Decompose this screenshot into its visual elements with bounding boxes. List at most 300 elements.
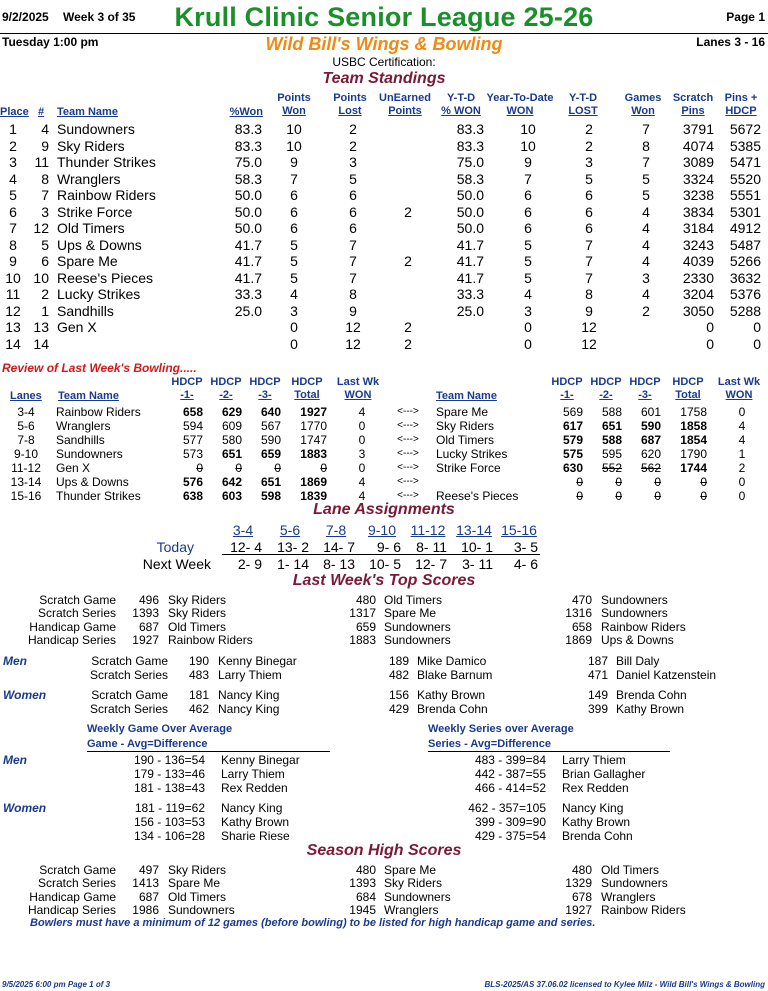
- right-game-2: 552: [601, 461, 622, 475]
- team-name: Spare Me: [57, 253, 118, 269]
- team-name: Sundowners: [57, 121, 135, 137]
- right-team: Reese's Pieces: [436, 489, 519, 503]
- left-won: 4: [358, 475, 366, 489]
- points-lost: 7: [349, 269, 357, 286]
- right-game-3: 0: [654, 475, 661, 489]
- place: 1: [9, 121, 17, 137]
- third-name: Sundowners: [601, 606, 668, 621]
- first-value: 181: [188, 688, 209, 702]
- place: 8: [9, 236, 17, 253]
- right-team: Sky Riders: [436, 419, 495, 433]
- hdr-pins-hdcp: [701, 92, 768, 118]
- today-matchup: 3- 5: [513, 539, 538, 555]
- pct-won: 75.0: [234, 154, 262, 170]
- second-name: Spare Me: [384, 606, 437, 621]
- series-over-avg-rule: [428, 751, 670, 752]
- third-value: 1869: [565, 632, 592, 647]
- left-team: Ups & Downs: [56, 475, 129, 489]
- right-won: 1: [738, 447, 746, 461]
- games-won: 5: [642, 187, 650, 203]
- today-matchup: 10- 1: [461, 539, 493, 555]
- hdr-place: Place: [0, 106, 29, 118]
- ytd-won: 3: [524, 302, 532, 319]
- left-game-2: 651: [221, 447, 242, 461]
- left-game-1: 638: [182, 489, 203, 503]
- left-game-2: 609: [221, 419, 242, 433]
- right-game-2: 0: [615, 475, 622, 489]
- first-name: Kenny Binegar: [218, 654, 297, 668]
- series-bowler: Brenda Cohn: [562, 829, 633, 843]
- next-week-matchup: 10- 5: [369, 556, 401, 572]
- third-value: 149: [587, 688, 608, 702]
- second-name: Mike Damico: [417, 654, 487, 668]
- standings-title: Team Standings: [322, 70, 446, 87]
- today-matchup: 14- 7: [323, 539, 355, 555]
- hdr-right-g1-line2: -1-: [560, 389, 574, 401]
- hdr-num: #: [38, 106, 45, 118]
- unearned-points: 2: [404, 203, 412, 220]
- left-won: 3: [358, 447, 366, 461]
- points-lost: 3: [349, 154, 357, 170]
- lanes: 15-16: [10, 489, 42, 503]
- points-won: 9: [290, 154, 298, 170]
- right-total: 1758: [680, 405, 707, 419]
- vs-arrow: <--->: [397, 490, 419, 501]
- left-total: 0: [320, 461, 327, 475]
- points-won: 0: [290, 319, 298, 335]
- today-matchup: 8- 11: [416, 539, 447, 555]
- place: 2: [9, 137, 17, 154]
- place: 3: [9, 154, 17, 170]
- games-won: 8: [642, 137, 650, 154]
- score-category: Handicap Series: [27, 902, 116, 917]
- second-value: 1317: [349, 606, 376, 621]
- score-category: Scratch Game: [39, 593, 116, 607]
- points-won: 6: [290, 187, 298, 203]
- second-value: 684: [355, 889, 376, 904]
- hdr-left-won: [328, 376, 388, 402]
- hdr-pins-hdcp-line1: Pins +: [724, 92, 758, 104]
- second-name: Brenda Cohn: [417, 702, 488, 716]
- second-value: 480: [355, 593, 376, 607]
- scratch-pins: 3184: [682, 220, 714, 236]
- team-name: Wranglers: [57, 170, 121, 187]
- game-bowler: Larry Thiem: [221, 767, 285, 781]
- scratch-pins: 3834: [682, 203, 714, 220]
- right-won: 2: [738, 461, 746, 475]
- game-bowler: Kathy Brown: [221, 815, 290, 829]
- pins-hdcp: 5376: [729, 286, 761, 302]
- score-category: Handicap Game: [29, 619, 116, 634]
- game-bowler: Nancy King: [221, 801, 283, 815]
- games-won: 5: [642, 170, 650, 187]
- left-game-2: 642: [221, 475, 242, 489]
- right-game-1: 579: [562, 433, 583, 447]
- lane-pair-3-4: 3-4: [232, 522, 254, 538]
- second-name: Blake Barnum: [417, 668, 493, 682]
- points-lost: 7: [349, 236, 357, 253]
- today-label: Today: [156, 539, 194, 555]
- second-value: 1945: [349, 902, 376, 917]
- first-value: 687: [138, 889, 159, 904]
- pct-won: 58.3: [234, 170, 262, 187]
- second-value: 659: [355, 619, 376, 634]
- points-lost: 12: [345, 319, 361, 335]
- series-difference: 442 - 387=55: [474, 767, 546, 781]
- next-week-matchup: 12- 7: [415, 556, 447, 572]
- hdr-ytd-pct-line1: Y-T-D: [446, 92, 476, 104]
- page-number: Page 1: [726, 10, 765, 24]
- next-week-label: Next Week: [142, 556, 211, 572]
- lane-pair-5-6: 5-6: [279, 522, 301, 538]
- right-won: 0: [738, 475, 746, 489]
- top-scores-title: Last Week's Top Scores: [292, 572, 476, 589]
- series-bowler: Kathy Brown: [562, 815, 631, 829]
- right-total: 1854: [680, 433, 707, 447]
- pins-hdcp: 5288: [729, 302, 761, 319]
- first-value: 1413: [132, 876, 159, 891]
- score-category: Handicap Game: [29, 889, 116, 904]
- ytd-won: 6: [524, 203, 532, 220]
- right-game-1: 617: [562, 419, 583, 433]
- next-week-matchup: 8- 13: [323, 556, 355, 572]
- ytd-lost: 2: [585, 121, 593, 137]
- first-value: 1927: [132, 632, 159, 647]
- ytd-lost: 9: [585, 302, 593, 319]
- third-value: 1329: [565, 876, 592, 891]
- lane-assignments-title: Lane Assignments: [313, 501, 455, 518]
- first-name: Sky Riders: [168, 606, 227, 621]
- first-value: 1986: [132, 902, 159, 917]
- third-name: Sundowners: [601, 593, 668, 607]
- season-note: Bowlers must have a minimum of 12 games (before bowling) to be listed for high handicap game and series.: [30, 917, 596, 929]
- ytd-won: 10: [520, 121, 536, 137]
- third-name: Rainbow Riders: [601, 902, 686, 917]
- place: 5: [9, 187, 17, 203]
- hdr-left-total-line1: HDCP: [291, 376, 323, 388]
- left-game-3: 651: [260, 475, 281, 489]
- hdr-lanes: Lanes: [10, 390, 42, 402]
- lanes-range: Lanes 3 - 16: [696, 35, 765, 49]
- hdr-left-g1-line1: HDCP: [171, 376, 203, 388]
- points-won: 10: [286, 121, 302, 137]
- pct-won: 50.0: [234, 203, 262, 220]
- third-value: 658: [571, 619, 592, 634]
- team-name: Sky Riders: [57, 137, 125, 154]
- score-category: Scratch Series: [37, 606, 116, 621]
- pct-won: 25.0: [234, 302, 262, 319]
- points-lost: 5: [349, 170, 357, 187]
- series-bowler: Brian Gallagher: [562, 767, 646, 781]
- pins-hdcp: 0: [753, 335, 761, 352]
- right-team: Spare Me: [436, 405, 489, 419]
- left-total: 1747: [300, 433, 327, 447]
- lanes: 11-12: [11, 461, 41, 475]
- right-total: 0: [700, 475, 707, 489]
- points-won: 5: [290, 269, 298, 286]
- ytd-pct: 41.7: [456, 236, 484, 253]
- score-category: Scratch Game: [91, 688, 168, 702]
- left-total: 1883: [300, 447, 327, 461]
- series-difference: 399 - 309=90: [474, 815, 546, 829]
- game-difference: 179 - 133=46: [133, 767, 205, 781]
- points-lost: 6: [349, 187, 357, 203]
- hdr-left-g3-line2: -3-: [258, 389, 272, 401]
- lane-pair-9-10: 9-10: [367, 522, 397, 538]
- hdr-left-won-line1: Last Wk: [336, 376, 380, 388]
- first-name: Sundowners: [168, 902, 235, 917]
- hdr-team-left: Team Name: [58, 390, 119, 402]
- game-difference: 190 - 136=54: [133, 753, 205, 767]
- ytd-pct: 41.7: [456, 269, 484, 286]
- ytd-lost: 7: [585, 236, 593, 253]
- series-difference: 466 - 414=52: [474, 781, 546, 795]
- team-name: Sandhills: [57, 302, 114, 319]
- right-game-1: 0: [576, 489, 583, 503]
- second-name: Kathy Brown: [417, 688, 486, 702]
- points-won: 10: [286, 137, 302, 154]
- hdr-scratch-line1: Scratch: [672, 92, 714, 104]
- points-lost: 2: [349, 121, 357, 137]
- right-game-3: 601: [640, 405, 661, 419]
- third-value: 480: [571, 863, 592, 877]
- team-name: Old Timers: [57, 220, 125, 236]
- right-total: 1744: [680, 461, 707, 475]
- games-won: 4: [642, 253, 650, 269]
- hdr-team-right: Team Name: [436, 390, 497, 402]
- left-game-1: 594: [182, 419, 203, 433]
- first-value: 483: [188, 668, 209, 682]
- ytd-won: 10: [520, 137, 536, 154]
- scratch-pins: 3791: [682, 121, 714, 137]
- left-won: 0: [358, 419, 366, 433]
- third-name: Sundowners: [601, 876, 668, 891]
- team-name: Reese's Pieces: [57, 269, 154, 286]
- lane-pair-13-14: 13-14: [456, 522, 492, 538]
- ytd-pct: 50.0: [456, 220, 484, 236]
- series-difference: 483 - 399=84: [474, 753, 546, 767]
- ytd-pct: 25.0: [456, 302, 484, 319]
- left-game-2: 0: [235, 461, 242, 475]
- right-won: 4: [738, 433, 746, 447]
- team-number: 8: [41, 170, 49, 187]
- scratch-pins: 2330: [682, 269, 714, 286]
- place: 6: [9, 203, 17, 220]
- games-won: 7: [642, 121, 650, 137]
- ytd-lost: 6: [585, 220, 593, 236]
- hdr-pts-lost-line1: Points: [333, 92, 367, 104]
- team-number: 1: [41, 302, 49, 319]
- left-team: Rainbow Riders: [56, 405, 141, 419]
- points-won: 5: [290, 236, 298, 253]
- unearned-points: 2: [404, 253, 412, 269]
- team-number: 2: [41, 286, 49, 302]
- right-team: Old Timers: [436, 433, 495, 447]
- ytd-lost: 7: [585, 253, 593, 269]
- left-won: 0: [358, 461, 366, 475]
- women-label: Women: [3, 688, 47, 702]
- hdr-pct-won: %Won: [229, 106, 263, 118]
- ytd-pct: 75.0: [456, 154, 484, 170]
- points-lost: 7: [349, 253, 357, 269]
- lanes: 7-8: [17, 433, 35, 447]
- pins-hdcp: 0: [753, 319, 761, 335]
- team-number: 6: [41, 253, 49, 269]
- ytd-pct: 58.3: [456, 170, 484, 187]
- hdr-right-won-line1: Last Wk: [717, 376, 761, 388]
- second-value: 480: [355, 863, 376, 877]
- hdr-left-g2-line2: -2-: [219, 389, 233, 401]
- season-high-title: Season High Scores: [306, 842, 462, 859]
- ytd-won: 0: [524, 319, 532, 335]
- team-number: 9: [41, 137, 49, 154]
- place: 14: [5, 335, 21, 352]
- today-matchup: 13- 2: [277, 539, 309, 555]
- game-over-avg-title: Weekly Game Over Average: [87, 723, 233, 735]
- vs-arrow: <--->: [397, 462, 419, 473]
- hdr-pins-hdcp-line2: HDCP: [725, 105, 757, 117]
- second-value: 429: [388, 702, 409, 716]
- vs-arrow: <--->: [397, 448, 419, 459]
- left-game-2: 580: [221, 433, 242, 447]
- hdr-right-total-line2: Total: [675, 389, 701, 401]
- left-game-1: 577: [182, 433, 203, 447]
- scratch-pins: 0: [706, 319, 714, 335]
- pins-hdcp: 3632: [729, 269, 761, 286]
- ytd-lost: 7: [585, 269, 593, 286]
- lanes: 3-4: [17, 405, 35, 419]
- ytd-pct: 50.0: [456, 203, 484, 220]
- first-name: Rainbow Riders: [168, 632, 253, 647]
- left-total: 1839: [300, 489, 327, 503]
- left-team: Thunder Strikes: [56, 489, 141, 503]
- third-name: Kathy Brown: [616, 702, 685, 716]
- first-value: 462: [188, 702, 209, 716]
- print-date: 9/2/2025: [2, 10, 49, 24]
- ytd-lost: 6: [585, 203, 593, 220]
- second-name: Sundowners: [384, 889, 451, 904]
- scratch-pins: 3050: [682, 302, 714, 319]
- left-game-3: 659: [260, 447, 281, 461]
- place: 12: [5, 302, 21, 319]
- ytd-pct: 83.3: [456, 137, 484, 154]
- series-bowler: Rex Redden: [562, 781, 629, 795]
- left-game-2: 603: [221, 489, 242, 503]
- hdr-scratch-line2: Pins: [681, 105, 705, 117]
- right-won: 0: [738, 405, 746, 419]
- lane-today-rule: [222, 554, 540, 555]
- place: 11: [5, 286, 21, 302]
- left-game-3: 567: [260, 419, 281, 433]
- lane-pair-11-12: 11-12: [410, 522, 446, 538]
- left-game-3: 640: [260, 405, 281, 419]
- points-won: 6: [290, 203, 298, 220]
- unearned-points: 2: [404, 319, 412, 335]
- third-name: Ups & Downs: [601, 632, 674, 647]
- first-value: 497: [138, 863, 159, 877]
- score-category: Scratch Series: [89, 702, 168, 716]
- next-week-matchup: 1- 14: [277, 556, 309, 572]
- ytd-won: 5: [524, 253, 532, 269]
- score-category: Scratch Game: [39, 863, 116, 877]
- series-difference: 429 - 375=54: [474, 829, 546, 843]
- ytd-pct: 83.3: [456, 121, 484, 137]
- ytd-won: 6: [524, 187, 532, 203]
- right-won: 0: [738, 489, 746, 503]
- team-number: 3: [41, 203, 49, 220]
- lanes: 5-6: [17, 419, 35, 433]
- third-value: 1927: [565, 902, 592, 917]
- hdr-left-g3-line1: HDCP: [249, 376, 281, 388]
- left-total: 1869: [300, 475, 327, 489]
- right-game-3: 620: [640, 447, 661, 461]
- pct-won: 41.7: [234, 253, 262, 269]
- lanes: 13-14: [10, 475, 42, 489]
- team-name: Thunder Strikes: [57, 154, 156, 170]
- second-name: Spare Me: [384, 863, 437, 877]
- left-game-1: 573: [182, 447, 203, 461]
- review-title: Review of Last Week's Bowling.....: [2, 361, 197, 375]
- place: 9: [9, 253, 17, 269]
- hdr-right-won: [709, 376, 768, 402]
- first-name: Old Timers: [168, 889, 227, 904]
- ytd-lost: 2: [585, 137, 593, 154]
- hdr-left-total: [282, 376, 332, 402]
- game-difference: 181 - 138=43: [133, 781, 205, 795]
- ytd-won: 6: [524, 220, 532, 236]
- day-time: Tuesday 1:00 pm: [2, 35, 99, 49]
- score-category: Handicap Series: [27, 632, 116, 647]
- first-name: Nancy King: [218, 702, 280, 716]
- place: 10: [5, 269, 21, 286]
- left-won: 0: [358, 433, 366, 447]
- team-number: 7: [41, 187, 49, 203]
- vs-arrow: <--->: [397, 420, 419, 431]
- lane-pair-15-16: 15-16: [501, 522, 537, 538]
- hdr-right-g1-line1: HDCP: [551, 376, 583, 388]
- hdr-games-won-line1: Games: [624, 92, 662, 104]
- ytd-won: 7: [524, 170, 532, 187]
- pins-hdcp: 5551: [729, 187, 761, 203]
- points-won: 5: [290, 253, 298, 269]
- points-won: 6: [290, 220, 298, 236]
- third-name: Rainbow Riders: [601, 619, 686, 634]
- right-game-2: 595: [601, 447, 622, 461]
- pins-hdcp: 5266: [729, 253, 761, 269]
- score-category: Scratch Series: [37, 876, 116, 891]
- right-game-1: 0: [576, 475, 583, 489]
- first-value: 190: [188, 654, 209, 668]
- ytd-lost: 12: [581, 319, 597, 335]
- today-matchup: 9- 6: [376, 539, 401, 555]
- third-value: 471: [587, 668, 608, 682]
- week-label: Week 3 of 35: [63, 10, 136, 24]
- series-over-avg-title: Weekly Series over Average: [428, 723, 574, 735]
- place: 13: [5, 319, 21, 335]
- game-bowler: Rex Redden: [221, 781, 288, 795]
- hdr-pts-won-line2: Won: [282, 105, 306, 117]
- right-team: Strike Force: [436, 461, 501, 475]
- left-game-1: 576: [182, 475, 203, 489]
- game-difference: 156 - 103=53: [133, 815, 205, 829]
- second-name: Sundowners: [384, 619, 451, 634]
- right-total: 0: [700, 489, 707, 503]
- men-label: Men: [3, 753, 27, 767]
- ytd-won: 9: [524, 154, 532, 170]
- left-game-2: 629: [221, 405, 242, 419]
- scratch-pins: 0: [706, 335, 714, 352]
- third-value: 678: [571, 889, 592, 904]
